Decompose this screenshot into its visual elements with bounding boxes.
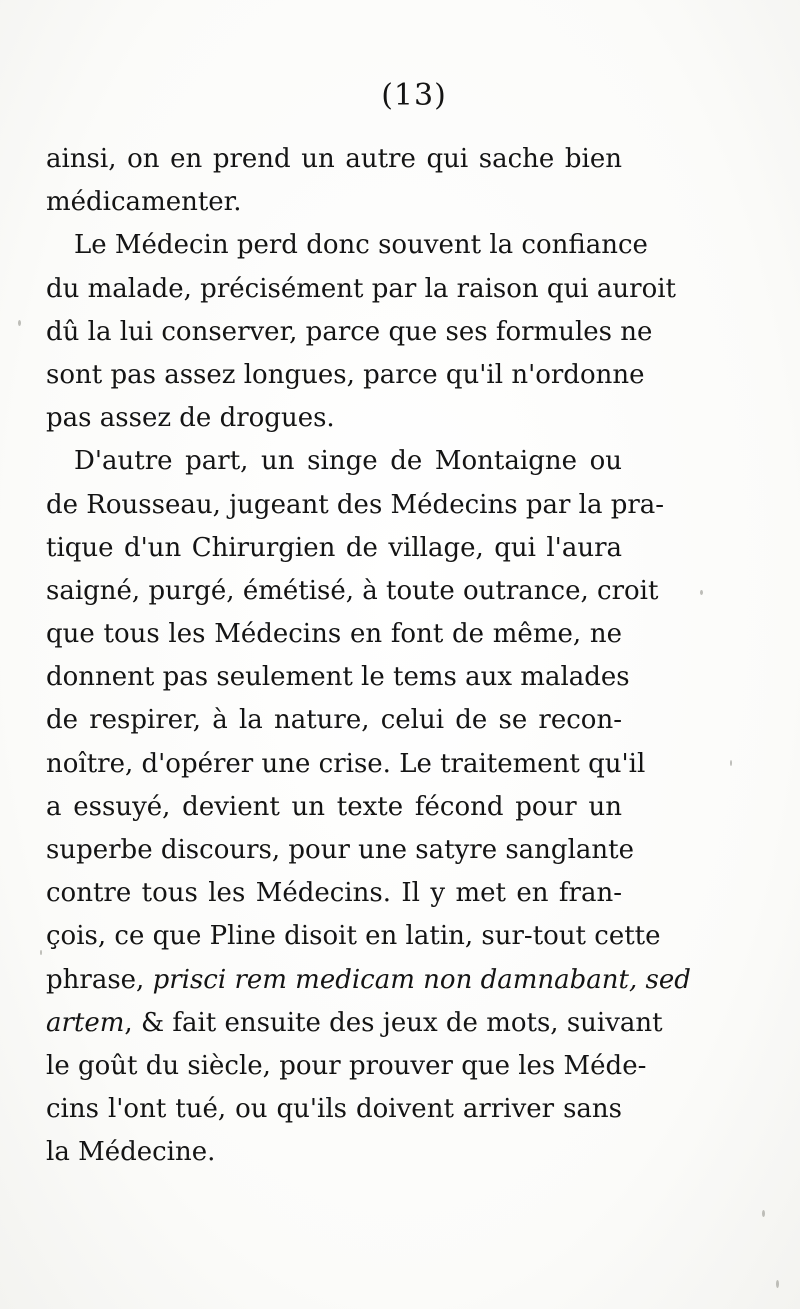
- paragraph-start-line: Le Médecin perd donc souvent la confiance: [74, 230, 648, 261]
- text-line: contre tous les Médecins. Il y met en fran-: [46, 878, 622, 909]
- text-line: donnent pas seulement le tems aux malades: [46, 662, 630, 693]
- paper-speck: [40, 950, 42, 955]
- latin-quote: prisci rem medicam non damnabant, sed: [152, 964, 691, 995]
- text-line: dû la lui conserver, parce que ses formules ne: [46, 316, 653, 347]
- body-text: [46, 138, 691, 1175]
- mixed-italic-line: [46, 1002, 663, 1045]
- text-line: superbe discours, pour une satyre sanglante: [46, 835, 634, 865]
- paper-speck: [730, 760, 732, 766]
- text-segment: , & fait ensuite des jeux de mots, suivant: [124, 1007, 663, 1038]
- text-line: tique d'un Chirurgien de village, qui l'aura: [46, 532, 622, 563]
- text-segment: phrase,: [46, 964, 153, 995]
- text-line: pas assez de drogues.: [46, 403, 335, 434]
- latin-quote: artem: [46, 1007, 125, 1038]
- paper-speck: [762, 1210, 765, 1217]
- text-line: çois, ce que Pline disoit en latin, sur-tout cette: [46, 921, 661, 952]
- mixed-italic-line: [46, 959, 691, 1002]
- text-line: de respirer, à la nature, celui de se recon-: [46, 705, 622, 736]
- text-line: ainsi, on en prend un autre qui sache bien: [46, 144, 622, 174]
- text-line: médicamenter.: [46, 187, 242, 218]
- text-line: saigné, purgé, émétisé, à toute outrance, croit: [46, 575, 659, 606]
- text-line: a essuyé, devient un texte fécond pour un: [46, 791, 622, 822]
- paper-speck: [700, 590, 703, 595]
- text-line: cins l'ont tué, ou qu'ils doivent arriver sans: [46, 1094, 622, 1125]
- text-line: sont pas assez longues, parce qu'il n'ordonne: [46, 359, 645, 390]
- paragraph-start-line: D'autre part, un singe de Montaigne ou: [74, 446, 622, 477]
- text-line: que tous les Médecins en font de même, ne: [46, 619, 622, 650]
- page-number: (13): [381, 78, 447, 113]
- text-line: le goût du siècle, pour prouver que les Méde-: [46, 1050, 647, 1081]
- text-line: noître, d'opérer une crise. Le traitement qu'il: [46, 748, 646, 779]
- text-line: de Rousseau, jugeant des Médecins par la pra-: [46, 489, 665, 520]
- paper-speck: [776, 1280, 779, 1288]
- paper-speck: [18, 320, 21, 326]
- text-line: du malade, précisément par la raison qui auroit: [46, 273, 676, 304]
- text-line: la Médecine.: [46, 1137, 216, 1168]
